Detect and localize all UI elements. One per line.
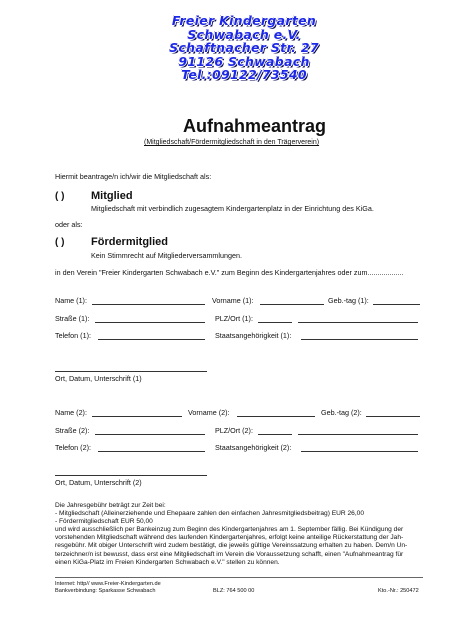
strasse2-label: Straße (2): [55,426,90,435]
fee-paragraph [55,502,427,567]
mitglied-checkbox[interactable]: ( ) [55,191,65,202]
oder-text: oder als: [55,220,83,229]
fee-line: vorstehenden Mitgliedschaft während des laufenden Kindergartenjahres, erfolgt keine anteilige Rückerstattung der Jah- [55,534,404,542]
strasse1-field[interactable] [95,322,205,323]
fee-line: - Fördermitgliedschaft EUR 50,00 [55,518,153,526]
strasse1-label: Straße (1): [55,314,90,323]
foerdermitglied-description: Kein Stimmrecht auf Mitgliederversammlungen. [91,251,242,260]
strasse2-field[interactable] [95,434,205,435]
footer-internet: Internet: http// www.Freier-Kindergarten.de [55,581,161,587]
footer-bank: Bankverbindung: Sparkasse Schwabach [55,588,156,594]
fee-line: terzeichner/n ist bewusst, dass erst eine Mitgliedschaft im Verein die Voraussetzung schafft, einen "Aufnahmeantrag für [55,550,404,558]
name2-label: Name (2): [55,408,87,417]
staat1-label: Staatsangehörigkeit (1): [215,331,292,340]
plz1-field[interactable] [258,322,292,323]
ort2-field[interactable] [298,434,418,435]
signature2-line[interactable] [55,475,207,476]
vorname2-label: Vorname (2): [188,408,230,417]
logo-line-phone: Tel.:09122/73540 [181,67,307,82]
mitglied-label: Mitglied [91,190,133,202]
footer-blz: BLZ: 764 500 00 [213,588,255,594]
staat2-field[interactable] [301,451,418,452]
footer-divider [55,577,423,578]
signature1-label: Ort, Datum, Unterschrift (1) [55,374,142,383]
telefon2-label: Telefon (2): [55,443,91,452]
staat1-field[interactable] [301,339,418,340]
staat2-label: Staatsangehörigkeit (2): [215,443,292,452]
logo-line-postcode: 91126 Schwabach [178,53,310,69]
name1-field[interactable] [92,304,205,305]
signature1-line[interactable] [55,371,207,372]
ort1-field[interactable] [298,322,418,323]
verein-line: in den Verein "Freier Kindergarten Schwabach e.V." zum Beginn des Kindergartenjahres oder zum.................. [55,268,404,277]
geb2-field[interactable] [366,416,420,417]
vorname1-field[interactable] [260,304,324,305]
fee-line: einen KiGa-Platz im Freien Kindergarten Schwabach e.V." stellen zu können. [55,558,280,566]
mitglied-description: Mitgliedschaft mit verbindlich zugesagtem Kindergartenplatz in der Einrichtung des KiGa. [91,204,374,213]
kindergarten-logo [168,14,320,82]
telefon2-field[interactable] [98,451,205,452]
foerdermitglied-checkbox[interactable]: ( ) [55,237,65,248]
page-subtitle: (Mitgliedschaft/Fördermitgliedschaft in den Trägerverein) [144,139,320,146]
geb1-field[interactable] [373,304,420,305]
fee-line: und wird ausschließlich per Bankeinzug zum Beginn des Kindergartenjahres am 1. September fällig. Bei Kündigung der [55,526,404,534]
plz2-field[interactable] [258,434,292,435]
name2-field[interactable] [92,416,182,417]
footer-kto: Kto.-Nr.: 250472 [378,588,419,594]
logo-line-street: Schaftnacher Str. 27 [169,40,319,55]
fee-line: - Mitgliedschaft (Alleinerziehende und Ehepaare zahlen den einfachen Jahresmitgliedsbeitrag) EUR 26,00 [55,510,364,518]
name1-label: Name (1): [55,296,87,305]
fee-line: Die Jahresgebühr beträgt zur Zeit bei: [55,502,166,509]
telefon1-field[interactable] [98,339,205,340]
logo-line-name: Freier Kindergarten [171,13,317,28]
vorname2-field[interactable] [237,416,315,417]
telefon1-label: Telefon (1): [55,331,91,340]
geb1-label: Geb.-tag (1): [328,296,369,305]
logo-line-city: Schwabach e.V. [187,26,301,42]
plz2-label: PLZ/Ort (2): [215,426,253,435]
geb2-label: Geb.-tag (2): [321,408,362,417]
plz1-label: PLZ/Ort (1): [215,314,253,323]
signature2-label: Ort, Datum, Unterschrift (2) [55,478,142,487]
vorname1-label: Vorname (1): [212,296,254,305]
foerdermitglied-label: Fördermitglied [91,236,169,248]
page-title: Aufnahmeantrag [183,116,327,136]
intro-text: Hiermit beantrage/n ich/wir die Mitgliedschaft als: [55,172,212,181]
fee-line: resgebühr. Mit obiger Unterschrift wird zudem bestätigt, die jeweils gültige Vereinssatzung erhalten zu haben. Dem/n Un- [55,542,408,550]
